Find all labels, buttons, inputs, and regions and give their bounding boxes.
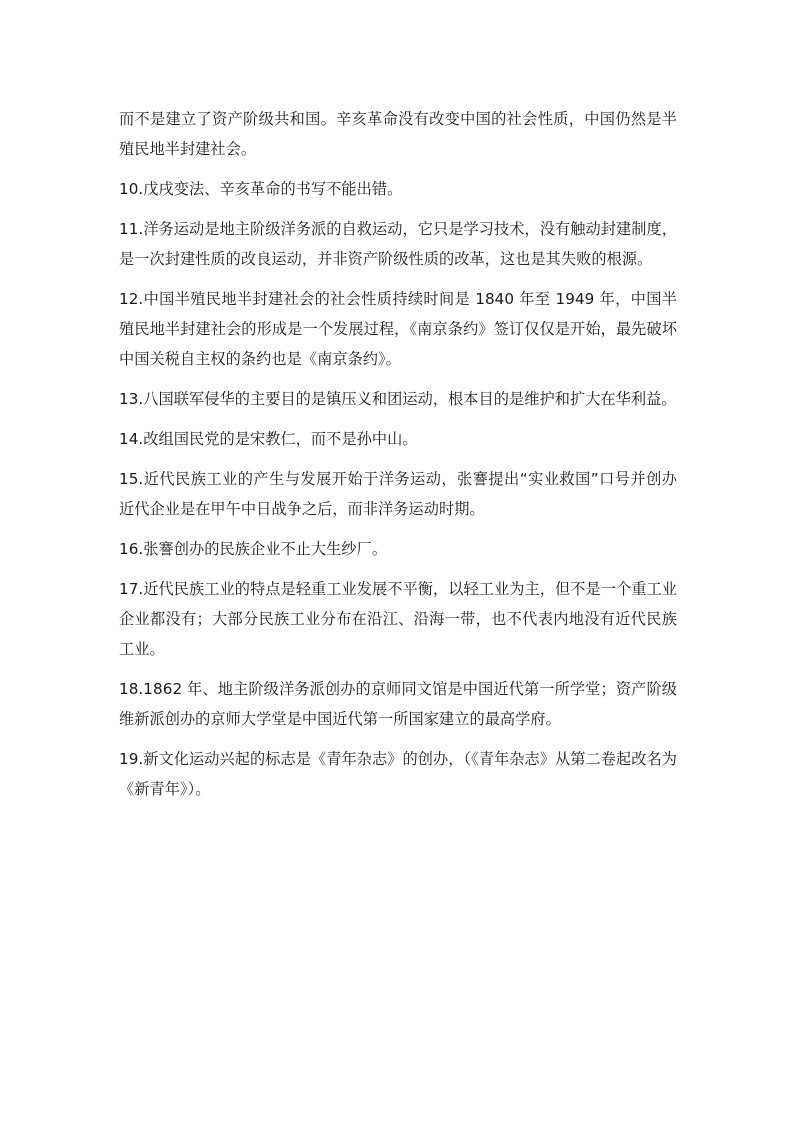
paragraph-item-14: 14.改组国民党的是宋教仁，而不是孙中山。: [119, 430, 418, 448]
paragraph-item-13: 13.八国联军侵华的主要目的是镇压义和团运动，根本目的是维护和扩大在华利益。: [119, 390, 677, 408]
paragraph-item-19: 19.新文化运动兴起的标志是《青年杂志》的创办，（《青年杂志》从第二卷起改名为《新青年》）。: [119, 750, 677, 798]
paragraph-item-10: 10.戊戌变法、辛亥革命的书写不能出错。: [119, 180, 403, 198]
paragraph-continuation: 而不是建立了资产阶级共和国。辛亥革命没有改变中国的社会性质，中国仍然是半殖民地半封建社会。: [119, 110, 677, 158]
paragraph-item-15: 15.近代民族工业的产生与发展开始于洋务运动，张謇提出“实业救国”口号并创办近代企业是在甲午中日战争之后，而非洋务运动时期。: [119, 470, 677, 518]
document-body: [119, 104, 677, 814]
paragraph-item-12: 12.中国半殖民地半封建社会的社会性质持续时间是 1840 年至 1949 年，中国半殖民地半封建社会的形成是一个发展过程，《南京条约》签订仅仅是开始，最先破坏中国关税自主权的条约也是《南京条约》。: [119, 290, 677, 368]
paragraph-item-17: 17.近代民族工业的特点是轻重工业发展不平衡，以轻工业为主，但不是一个重工业企业都没有；大部分民族工业分布在沿江、沿海一带，也不代表内地没有近代民族工业。: [119, 580, 677, 658]
paragraph-item-11: 11.洋务运动是地主阶级洋务派的自救运动，它只是学习技术，没有触动封建制度，是一次封建性质的改良运动，并非资产阶级性质的改革，这也是其失败的根源。: [119, 220, 677, 268]
paragraph-item-16: 16.张謇创办的民族企业不止大生纱厂。: [119, 540, 388, 558]
paragraph-item-18: 18.1862 年、地主阶级洋务派创办的京师同文馆是中国近代第一所学堂；资产阶级维新派创办的京师大学堂是中国近代第一所国家建立的最高学府。: [119, 680, 677, 728]
